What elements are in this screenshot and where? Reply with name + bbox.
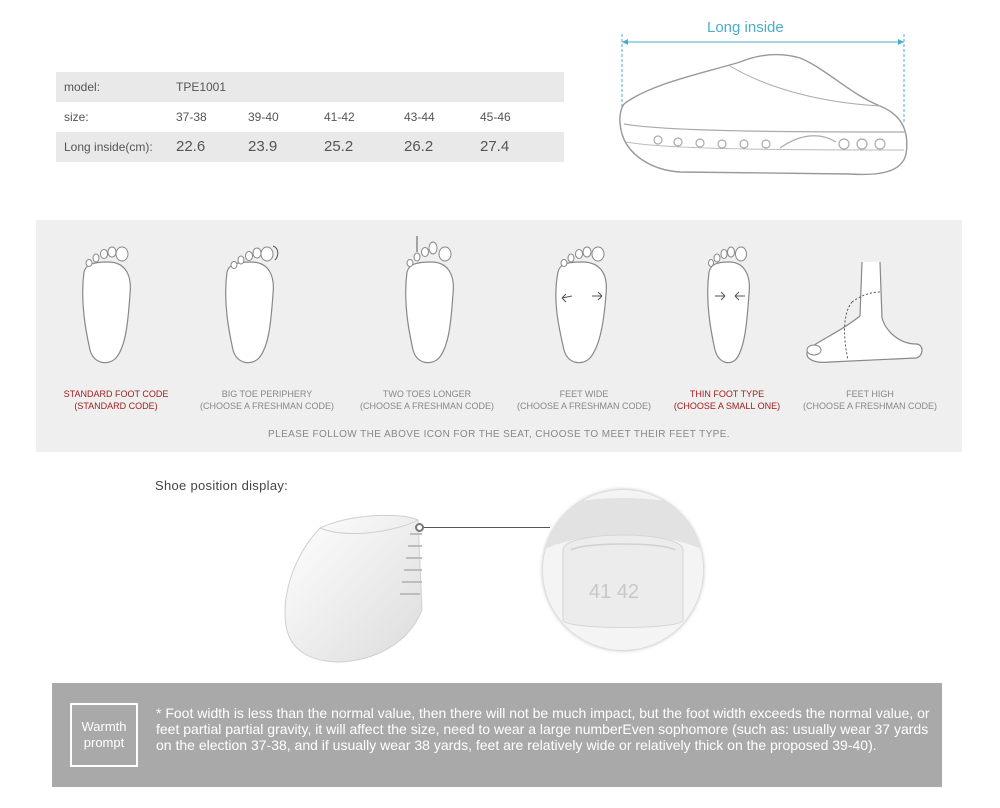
length-cell: 26.2 [404,138,434,155]
size-mark-text: 41 42 [589,581,640,603]
size-cell: 37-38 [176,110,207,124]
shoe-photo [260,500,440,670]
foot-type-standard [36,220,196,420]
model-value: TPE1001 [176,80,227,94]
foot-type-big-toe [187,220,347,420]
size-row [56,102,564,132]
foot-type-high [790,220,950,420]
foot-thin-icon [647,232,807,382]
foot-type-wide [504,220,664,420]
model-label: model: [64,80,101,94]
length-cell: 22.6 [176,138,206,155]
length-label: Long inside(cm): [64,140,153,154]
foot-two-toes-icon [347,232,507,382]
foot-caption: TWO TOES LONGER (CHOOSE A FRESHMAN CODE) [359,389,494,411]
length-cell: 27.4 [480,138,510,155]
warmth-text: * Foot width is less than the normal value, then there will not be much impact, but the foot width exceeds the normal value, or feet partial partial gravity, it will affect the size, need to wear a large numberEven sophomore (such as: usually wear 37 yards on the election 37-38, and if usually wear 38 yards, feet are relatively wide or relatively thick on the proposed 39-40). [156,705,930,753]
callout-line [418,527,550,528]
foot-caption: FEET HIGH (CHOOSE A FRESHMAN CODE) [802,389,937,411]
shoe-outline-diagram [610,14,910,184]
size-cell: 45-46 [480,110,511,124]
foot-caption: STANDARD FOOT CODE (STANDARD CODE) [63,389,169,411]
size-cell: 43-44 [404,110,435,124]
foot-type-two-toes [347,220,507,420]
length-row [56,132,564,162]
foot-type-thin [647,220,807,420]
size-label: size: [64,110,89,124]
long-inside-label: Long inside [707,19,784,36]
size-cell: 41-42 [324,110,355,124]
foot-types-panel [36,220,962,452]
foot-big-toe-icon [187,232,347,382]
foot-high-icon [790,232,950,382]
foot-type-note: PLEASE FOLLOW THE ABOVE ICON FOR THE SEAT, CHOOSE TO MEET THEIR FEET TYPE. [268,429,730,440]
foot-wide-icon [504,232,664,382]
length-cell: 23.9 [248,138,278,155]
position-title: Shoe position display: [155,478,289,493]
foot-caption: FEET WIDE (CHOOSE A FRESHMAN CODE) [516,389,651,411]
foot-caption: BIG TOE PERIPHERY (CHOOSE A FRESHMAN CODE) [199,389,334,411]
length-cell: 25.2 [324,138,354,155]
size-table [56,72,564,162]
size-mark-closeup [543,490,703,650]
foot-standard-icon [36,232,196,382]
callout-dot [415,523,424,532]
model-row [56,72,564,102]
foot-caption: THIN FOOT TYPE (CHOOSE A SMALL ONE) [673,389,781,411]
size-mark-detail [543,490,703,650]
size-cell: 39-40 [248,110,279,124]
warmth-badge: Warmth prompt [70,703,138,767]
warmth-prompt-panel [52,683,942,787]
